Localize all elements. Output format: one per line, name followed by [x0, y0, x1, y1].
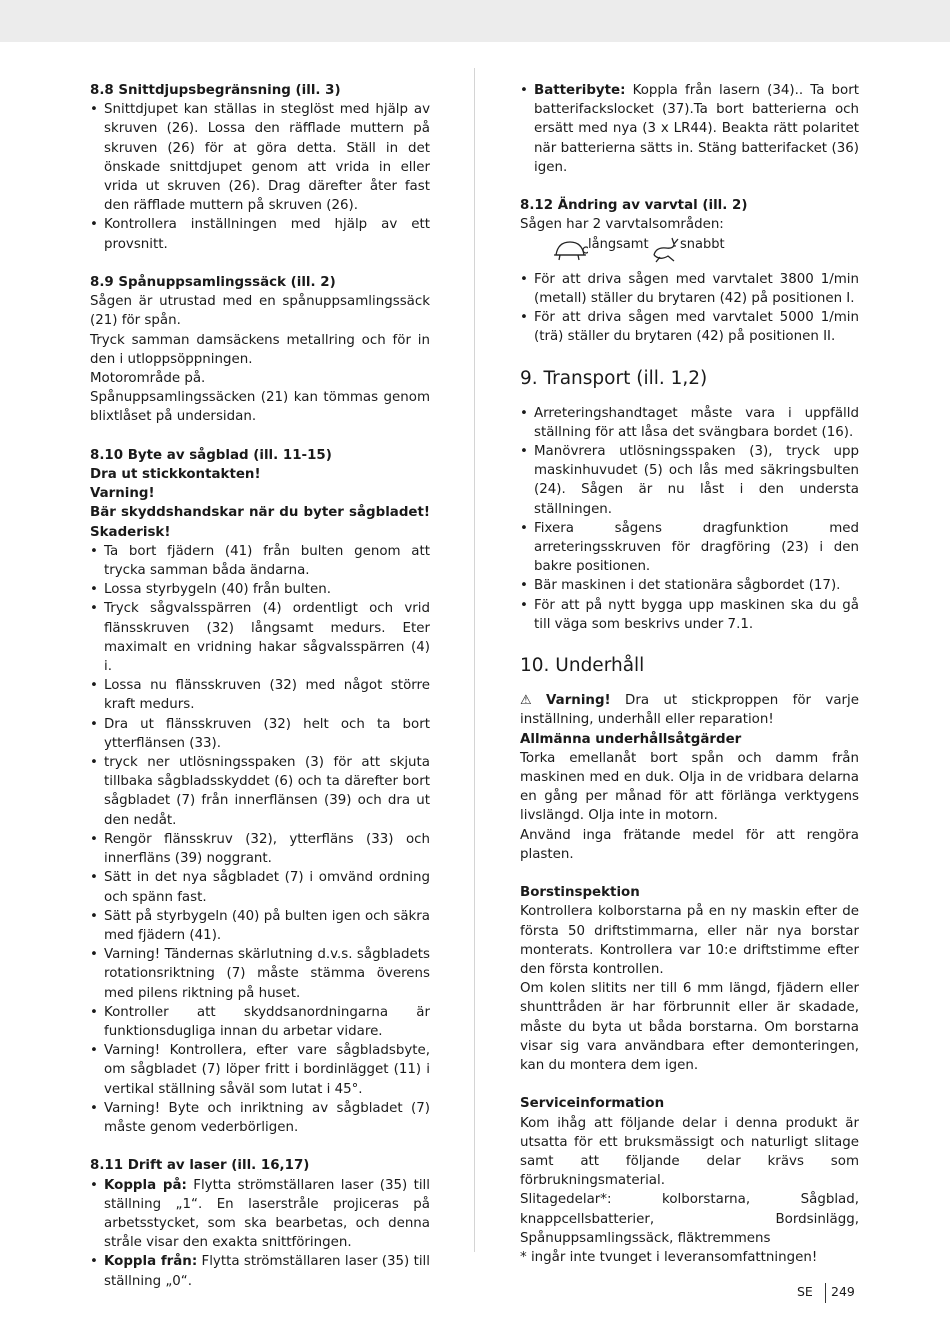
section-8-11 — [90, 1156, 430, 1290]
subheading: Allmänna underhållsåtgärder — [520, 731, 742, 747]
list-item: • Lossa nu flänsskruven (32) med något större kraft medurs. — [90, 676, 430, 714]
section-heading: 8.10 Byte av sågblad (ill. 11-15) — [90, 447, 332, 463]
speed-legend — [520, 235, 859, 265]
warning-line: Varning! — [90, 486, 155, 502]
section-10 — [520, 691, 859, 1267]
subheading: Serviceinformation — [520, 1096, 665, 1112]
list-item — [90, 1252, 430, 1290]
column-divider — [474, 68, 475, 1252]
section-8-12 — [520, 196, 859, 346]
section-9 — [520, 404, 859, 634]
warning-icon: ⚠ — [520, 693, 532, 709]
section-heading: 10. Underhåll — [520, 655, 645, 677]
list-item: • Varning! Kontrollera, efter vare sågbladsbyte, om sågbladet (7) löper fritt i bordinlägget (11) i vertikal ställning såväl som lutat i 45°. — [90, 1041, 430, 1099]
list-item: • Rengör flänsskruv (32), ytterfläns (33) och innerfläns (39) noggrant. — [90, 830, 430, 868]
list-item: • Arreteringshandtaget måste vara i uppfälld ställning för att låsa det svängbara bordet (16). — [520, 404, 859, 442]
subheading: Borstinspektion — [520, 885, 640, 901]
page-number: 249 — [831, 1284, 855, 1299]
paragraph: Om kolen slitits ner till 6 mm längd, fjädern eller shunttråden är har förbrunnit eller är skadade, måste du byta ut båda borstarna. Om borstarna visar sig vara användbara efter demonteringen, kan du montera dem igen. — [520, 981, 859, 1074]
slow-label: långsamt — [588, 236, 649, 252]
list-item: • För att driva sågen med varvtalet 3800 1/min (metall) ställer du brytaren (42) på positionen I. — [520, 270, 859, 308]
list-item: • För att driva sågen med varvtalet 5000 1/min (trä) ställer du brytaren (42) på positionen II. — [520, 308, 859, 346]
left-column — [90, 81, 430, 1291]
warning-line: Dra ut stickkontakten! — [90, 467, 261, 483]
warning-text: Dra ut stickproppen för varje inställning, underhåll eller reparation! — [520, 693, 859, 728]
list-item: • Sätt in det nya sågbladet (7) i omvänd ordning och spänn fast. — [90, 868, 430, 906]
item-text: Koppla från lasern (34).. Ta bort batterifackslocket (37).Ta bort batterierna och ersätt med nya (3 x LR44). Beakta rätt polaritet när batterierna sätts in. Stäng batterifacket (36) igen. — [534, 83, 859, 175]
list-item: • Kontroller att skyddsanordningarna är funktionsdugliga innan du arbetar vidare. — [90, 1003, 430, 1041]
bullet-list — [520, 81, 859, 177]
section-9-heading-wrap — [520, 366, 859, 391]
section-battery — [520, 81, 859, 177]
paragraph: Slitagedelar*: kolborstarna, Sågblad, knappcellsbatterier, Bordsinlägg, Spånuppsamlingssäck, fläktremmens — [520, 1192, 859, 1246]
bullet-list — [90, 542, 430, 1137]
paragraph: Kontrollera kolborstarna på en ny maskin efter de första 50 driftstimmarna, eller när nya borstar monterats. Kontrollera var 10:e driftstimme efter den första kontrollen. — [520, 904, 859, 978]
list-item: • Manövrera utlösningsspaken (3), tryck upp maskinhuvudet (5) och lås med säkringsbulten (24). Sågen är nu låst i den understa ställningen. — [520, 442, 859, 519]
item-text: Flytta strömställaren laser (35) till ställning „0“. — [104, 1254, 430, 1289]
list-item: • Bär maskinen i det stationära sågbordet (17). — [520, 576, 859, 595]
warning-line: Bär skyddshandskar när du byter sågbladet! Skaderisk! — [90, 505, 430, 540]
paragraph: Sågen är utrustad med en spånuppsamlingssäck (21) för spån. — [90, 294, 430, 329]
bullet-list — [520, 270, 859, 347]
list-item: • Tryck sågvalsspärren (4) ordentligt och vrid flänsskruven (32) långsamt medurs. Eter maximalt en vridning hakar sågvalsspärren (4) i. — [90, 599, 430, 676]
section-10-heading-wrap — [520, 653, 859, 678]
warning-label: Varning! — [546, 693, 611, 709]
paragraph: Kom ihåg att följande delar i denna produkt är utsatta för ett bruksmässigt och naturligt slitage samt att följande delar krävs som förbrukningsmaterial. — [520, 1115, 859, 1189]
list-item — [520, 81, 859, 177]
bullet-list — [90, 1176, 430, 1291]
item-label: Koppla från: — [104, 1254, 198, 1270]
paragraph: Torka emellanåt bort spån och damm från maskinen med en duk. Olja in de vridbara delarna en gång per månad för att förlänga verktygens livslängd. Olja inte in motorn. — [520, 750, 859, 824]
list-item: • Lossa styrbygeln (40) från bulten. — [90, 580, 430, 599]
section-heading: 9. Transport (ill. 1,2) — [520, 367, 708, 389]
section-8-9 — [90, 273, 430, 427]
list-item: • För att på nytt bygga upp maskinen ska du gå till väga som beskrivs under 7.1. — [520, 596, 859, 634]
section-8-10 — [90, 446, 430, 1137]
list-item: • Varning! Byte och inriktning av sågbladet (7) måste genom vederbörligen. — [90, 1099, 430, 1137]
top-bar — [0, 0, 950, 42]
paragraph: Använd inga frätande medel för att rengöra plasten. — [520, 827, 859, 862]
section-heading: 8.8 Snittdjupsbegränsning (ill. 3) — [90, 83, 341, 98]
paragraph: Motorområde på. — [90, 371, 206, 387]
list-item: • Sätt på styrbygeln (40) på bulten igen och säkra med fjädern (41). — [90, 907, 430, 945]
list-item: • Varning! Tändernas skärlutning d.v.s. sågbladets rotationsriktning (7) måste stämma överens med pilens riktning på huset. — [90, 945, 430, 1003]
list-item: • tryck ner utlösningsspaken (3) för att skjuta tillbaka sågbladsskyddet (6) och ta därefter bort sågbladet (7) från innerflänsen (39) och dra ut den nedåt. — [90, 753, 430, 830]
list-item: • Snittdjupet kan ställas in steglöst med hjälp av skruven (26). Lossa den räfflade muttern på skruven (26) för at göra detta. Ställ in det önskade snittdjupet genom att vrida in eller vrida ut skruven (26). Drag därefter åter fast den räfflade muttern på skruven (26). — [90, 100, 430, 215]
paragraph: Tryck samman damsäckens metallring och för in den i utloppsöppningen. — [90, 332, 430, 367]
list-item: • Ta bort fjädern (41) från bulten genom att trycka samman båda ändarna. — [90, 542, 430, 580]
language-code: SE — [797, 1284, 813, 1299]
turtle-icon — [552, 238, 588, 262]
section-heading: 8.11 Drift av laser (ill. 16,17) — [90, 1158, 310, 1174]
section-heading: 8.12 Ändring av varvtal (ill. 2) — [520, 198, 748, 214]
paragraph: Sågen har 2 varvtalsområden: — [520, 217, 724, 233]
fast-label: snabbt — [680, 236, 725, 252]
list-item — [90, 1176, 430, 1253]
bullet-list — [90, 100, 430, 254]
list-item: • Dra ut flänsskruven (32) helt och ta bort ytterflänsen (33). — [90, 715, 430, 753]
bullet-list — [520, 404, 859, 634]
paragraph: * ingår inte tvunget i leveransomfattningen! — [520, 1250, 818, 1266]
rabbit-icon — [650, 237, 680, 263]
item-text: Flytta strömställaren laser (35) till ställning „1“. En laserstråle projiceras på arbetsstycket, som ska bearbetas, och denna stråle visar den exakta snittföringen. — [104, 1177, 430, 1251]
list-item: • Fixera sågens dragfunktion med arreteringsskruven för dragföring (23) i den bakre positionen. — [520, 519, 859, 577]
footer-separator — [825, 1283, 826, 1303]
right-column — [520, 81, 859, 1267]
paragraph: Spånuppsamlingssäcken (21) kan tömmas genom blixtlåset på undersidan. — [90, 390, 430, 425]
item-label: Koppla på: — [104, 1177, 187, 1193]
section-heading: 8.9 Spånuppsamlingssäck (ill. 2) — [90, 275, 336, 291]
item-label: Batteribyte: — [534, 83, 626, 98]
list-item: • Kontrollera inställningen med hjälp av ett provsnitt. — [90, 215, 430, 253]
warning-paragraph — [520, 691, 859, 729]
section-8-8 — [90, 81, 430, 254]
